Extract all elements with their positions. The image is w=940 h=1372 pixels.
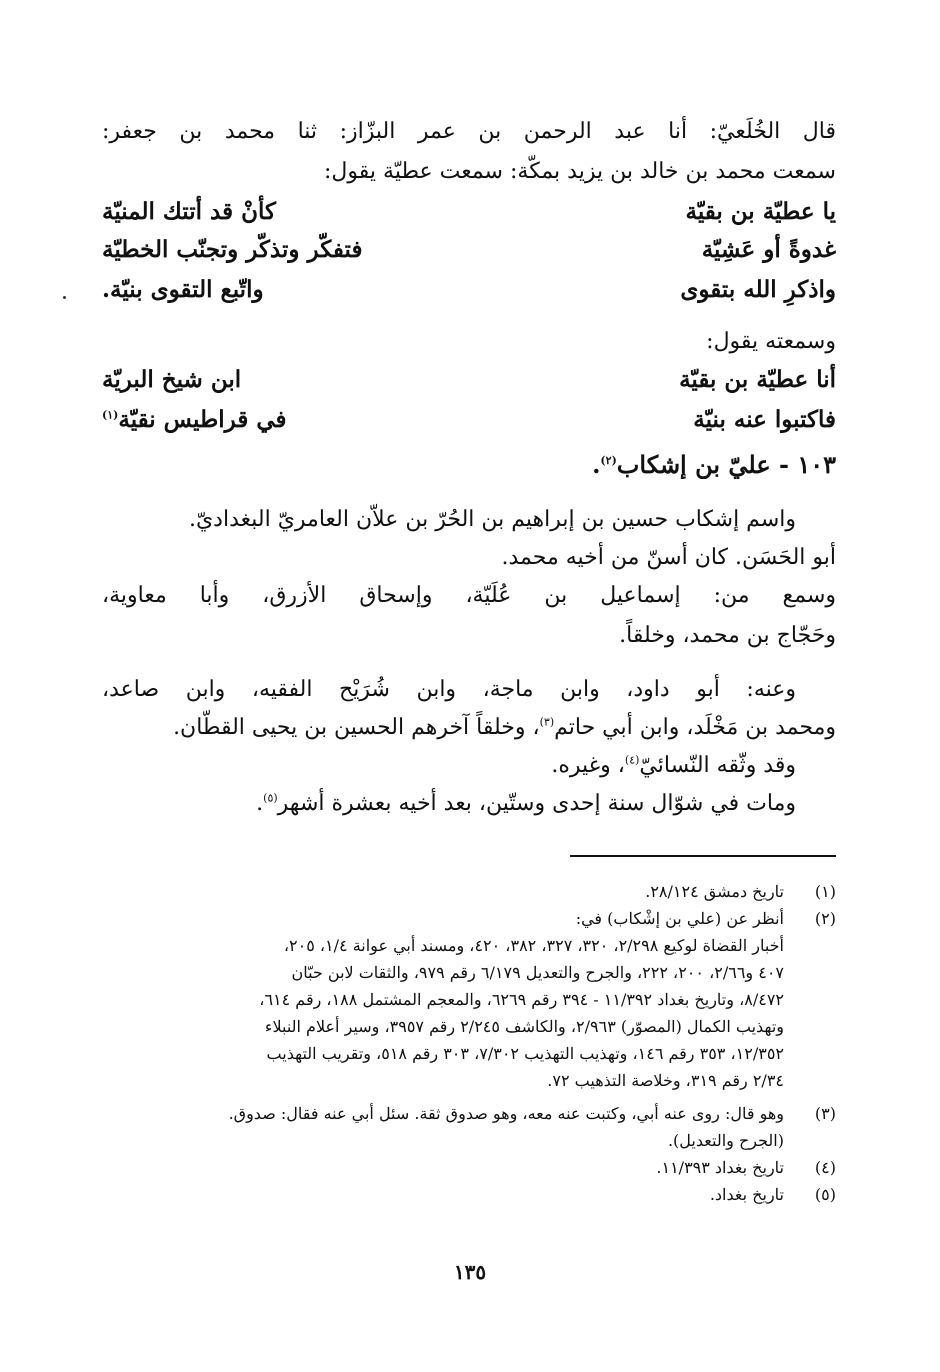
- hemistich: واتّبع التقوى بنيّة.: [102, 276, 264, 303]
- footnote-line: ٤٠٧ و٢/٦٦، ٢٠٠، ٢٢٢، والجرح والتعديل ٦/١٧٩ رقم ٩٧٩، والثقات لابن حبّان: [291, 963, 784, 982]
- footnote-5: [102, 1181, 836, 1208]
- footnote-line: ٨/٤٧٢، وتاريخ بغداد ١١/٣٩٢ - ٣٩٤ رقم ٦٢٦٩، والمعجم المشتمل ١٨٨، رقم ٦١٤،: [259, 990, 784, 1009]
- footnote-number: (٥): [814, 1185, 836, 1204]
- paragraph-teachers-1: وسمع من: إسماعيل بن عُلَيّة، وإسحاق الأزرق، وأبا معاوية،: [102, 583, 836, 608]
- margin-mark: [63, 296, 66, 299]
- verse1-line-3: [102, 270, 836, 310]
- paragraph-death: [102, 784, 836, 824]
- text: ، وخلقاً آخرهم الحسين بن يحيى القطّان.: [173, 715, 540, 740]
- hemistich: غدوةً أو عَشِيّة: [701, 236, 836, 263]
- hemistich-text: في قراطيس نقيّة: [118, 406, 287, 433]
- footnote-line: (الجرح والتعديل).: [667, 1131, 784, 1150]
- text: ومات في شوّال سنة إحدى وستّين، بعد أخيه بعشرة أشهر: [277, 791, 796, 816]
- footnote-text: تاريخ بغداد.: [709, 1185, 784, 1204]
- footnote-ref: (٤): [624, 753, 640, 767]
- paragraph-teachers-2: وحَجّاج بن محمد، وخلقاً.: [619, 623, 836, 648]
- footnote-line: وتهذيب الكمال (المصوّر) ٢/٩٦٣، والكاشف ٢/٢٤٥ رقم ٣٩٥٧، وسير أعلام النبلاء: [264, 1017, 784, 1036]
- footnote-number: (٣): [814, 1104, 836, 1123]
- verse1-line-2: [102, 230, 836, 270]
- text: .: [256, 791, 264, 816]
- footnote-separator: [570, 855, 836, 857]
- footnote-number: (٢): [814, 909, 836, 928]
- footnote-text: تاريخ بغداد ١١/٣٩٣.: [656, 1158, 784, 1177]
- footnote-1: [102, 878, 836, 905]
- verse2-line-1: [102, 360, 836, 400]
- hemistich: كأنْ قد أتتك المنيّة: [102, 198, 276, 225]
- hemistich: [102, 400, 287, 440]
- paragraph-students-1: وعنه: أبو داود، وابن ماجة، وابن شُرَيْح الفقيه، وابن صاعد،: [102, 677, 796, 702]
- paragraph-authentication: [102, 746, 836, 786]
- footnote-ref: (٢): [600, 454, 617, 467]
- footnote-text: وهو قال: روى عنه أبي، وكتبت عنه معه، وهو صدوق ثقة. سئل أبي عنه فقال: صدوق.: [228, 1104, 784, 1123]
- hemistich: واذكرِ الله بتقوى: [680, 276, 836, 303]
- paragraph-kunya: أبو الحَسَن. كان أسنّ من أخيه محمد.: [501, 545, 836, 570]
- footnote-ref: (١): [102, 408, 119, 422]
- text: ومحمد بن مَخْلَد، وابن أبي حاتم: [554, 715, 836, 740]
- footnote-3: [102, 1100, 836, 1127]
- paragraph-students-2: [102, 708, 836, 748]
- verse2-line-2: [102, 400, 836, 440]
- footnote-ref: (٣): [539, 715, 555, 729]
- footnote-text: أنظر عن (علي بن إشْكاب) في:: [575, 909, 784, 928]
- verse1-line-1: [102, 192, 836, 232]
- paragraph-name: واسم إشكاب حسين بن إبراهيم بن الحُرّ بن علاّن العامريّ البغداديّ.: [188, 507, 796, 532]
- hemistich: أنا عطيّة بن بقيّة: [679, 366, 836, 393]
- entry-title: ١٠٣ - عليّ بن إشكاب: [616, 450, 836, 479]
- text: وقد وثّقه النّسائيّ: [639, 753, 796, 778]
- footnote-line: أخبار القضاة لوكيع ٢/٢٩٨، ٣٢٠، ٣٢٧، ٣٨٢، ٤٢٠، ومسند أبي عوانة ١/٤، ٢٠٥،: [283, 936, 784, 955]
- hemistich: فتفكّر وتذكّر وتجنّب الخطيّة: [102, 236, 363, 263]
- intro-line-1: قال الخُلَعيّ: أنا عبد الرحمن بن عمر البزّاز: ثنا محمد بن جعفر:: [102, 119, 836, 144]
- footnote-text: تاريخ دمشق ٢٨/١٢٤.: [645, 882, 784, 901]
- intro-line-2: سمعت محمد بن خالد بن يزيد بمكّة: سمعت عطيّة يقول:: [324, 159, 836, 184]
- footnote-line: ١٢/٣٥٢، ٣٥٣ رقم ١٤٦، وتهذيب التهذيب ٧/٣٠٢، ٣٠٣ رقم ٥١٨، وتقريب التهذيب: [266, 1044, 784, 1063]
- footnote-ref: (٥): [263, 791, 278, 805]
- hemistich: ابن شيخ البريّة: [102, 366, 242, 393]
- footnote-number: (٤): [814, 1158, 836, 1177]
- text: ، وغيره.: [551, 753, 625, 778]
- intro-line-3: وسمعته يقول:: [706, 329, 836, 354]
- hemistich: فاكتبوا عنه بنيّة: [693, 406, 836, 433]
- footnote-line: ٢/٣٤ رقم ٣١٩، وخلاصة التذهيب ٧٢.: [547, 1071, 784, 1090]
- footnotes: [102, 878, 836, 1208]
- footnote-4: [102, 1154, 836, 1181]
- hemistich: يا عطيّة بن بقيّة: [685, 198, 836, 225]
- page-number: ١٣٥: [453, 1260, 487, 1284]
- footnote-2: [102, 905, 836, 932]
- footnote-number: (١): [814, 882, 836, 901]
- entry-heading: ١٠٣ - عليّ بن إشكاب$^{(٢)}$.: [592, 450, 836, 479]
